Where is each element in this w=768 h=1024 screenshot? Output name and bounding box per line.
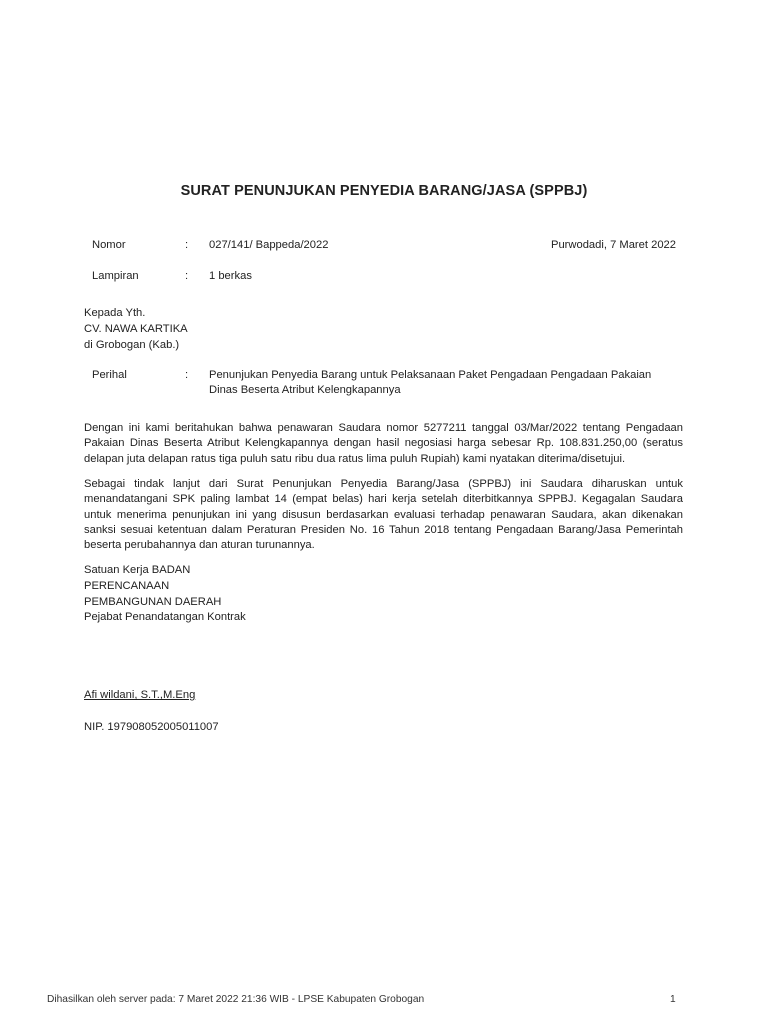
nomor-label: Nomor <box>92 239 126 251</box>
lampiran-label: Lampiran <box>92 270 139 282</box>
document-title: SURAT PENUNJUKAN PENYEDIA BARANG/JASA (SPPBJ) <box>180 183 588 199</box>
perihal-colon: : <box>185 369 189 381</box>
signature-block <box>84 563 246 626</box>
nomor-value: 027/141/ Bappeda/2022 <box>209 239 329 251</box>
letter-date: Purwodadi, 7 Maret 2022 <box>550 239 676 251</box>
perihal-value: Penunjukan Penyedia Barang untuk Pelaksanaan Paket Pengadaan Pengadaan Pakaian Dinas Beserta Atribut Kelengkapannya <box>209 369 652 397</box>
body-paragraph-2: Sebagai tindak lanjut dari Surat Penunjukan Penyedia Barang/Jasa (SPPBJ) ini Saudara diharuskan untuk menandatangani SPK paling lambat 14 (empat belas) hari kerja setelah diterbitkannya SPPBJ. Kegagalan Saudara untuk menerima penunjukan ini yang disusun berdasarkan evaluasi terhadap penawaran Saudara, akan dikenakan sanksi sesuai ketentuan dalam Peraturan Presiden No. 16 Tahun 2018 tentang Pengadaan Barang/Jasa Pemerintah beserta perubahannya dan aturan turunannya. <box>84 478 683 552</box>
lampiran-value: 1 berkas <box>209 270 252 282</box>
recipient-address <box>84 306 188 353</box>
address-line-3: di Grobogan (Kab.) <box>84 338 180 351</box>
address-line-1: Kepada Yth. <box>84 307 146 319</box>
page-footer: Dihasilkan oleh server pada: 7 Maret 2022 21:36 WIB - LPSE Kabupaten Grobogan <box>47 994 425 1005</box>
signer-name: Afi wildani, S.T.,M.Eng <box>84 689 196 701</box>
signature-line-3: PEMBANGUNAN DAERAH <box>84 595 222 608</box>
lampiran-colon: : <box>185 270 189 282</box>
perihal-label: Perihal <box>92 369 127 381</box>
signer-nip: NIP. 197908052005011007 <box>84 721 219 733</box>
signature-line-2: PERENCANAAN <box>84 579 170 592</box>
signature-line-4: Pejabat Penandatangan Kontrak <box>84 611 246 624</box>
nomor-colon: : <box>185 239 189 251</box>
body-paragraph-1: Dengan ini kami beritahukan bahwa penawaran Saudara nomor 5277211 tanggal 03/Mar/2022 tentang Pengadaan Pakaian Dinas Beserta Atribut Kelengkapannya dengan hasil negosiasi harga sebesar Rp. 108.831.250,00 (seratus delapan juta delapan ratus tiga puluh satu ribu dua ratus lima puluh Rupiah) kami nyatakan diterima/disetujui. <box>84 422 683 465</box>
address-line-2: CV. NAWA KARTIKA <box>84 322 188 335</box>
signature-line-1: Satuan Kerja BADAN <box>84 564 191 576</box>
page-number: 1 <box>670 994 676 1005</box>
